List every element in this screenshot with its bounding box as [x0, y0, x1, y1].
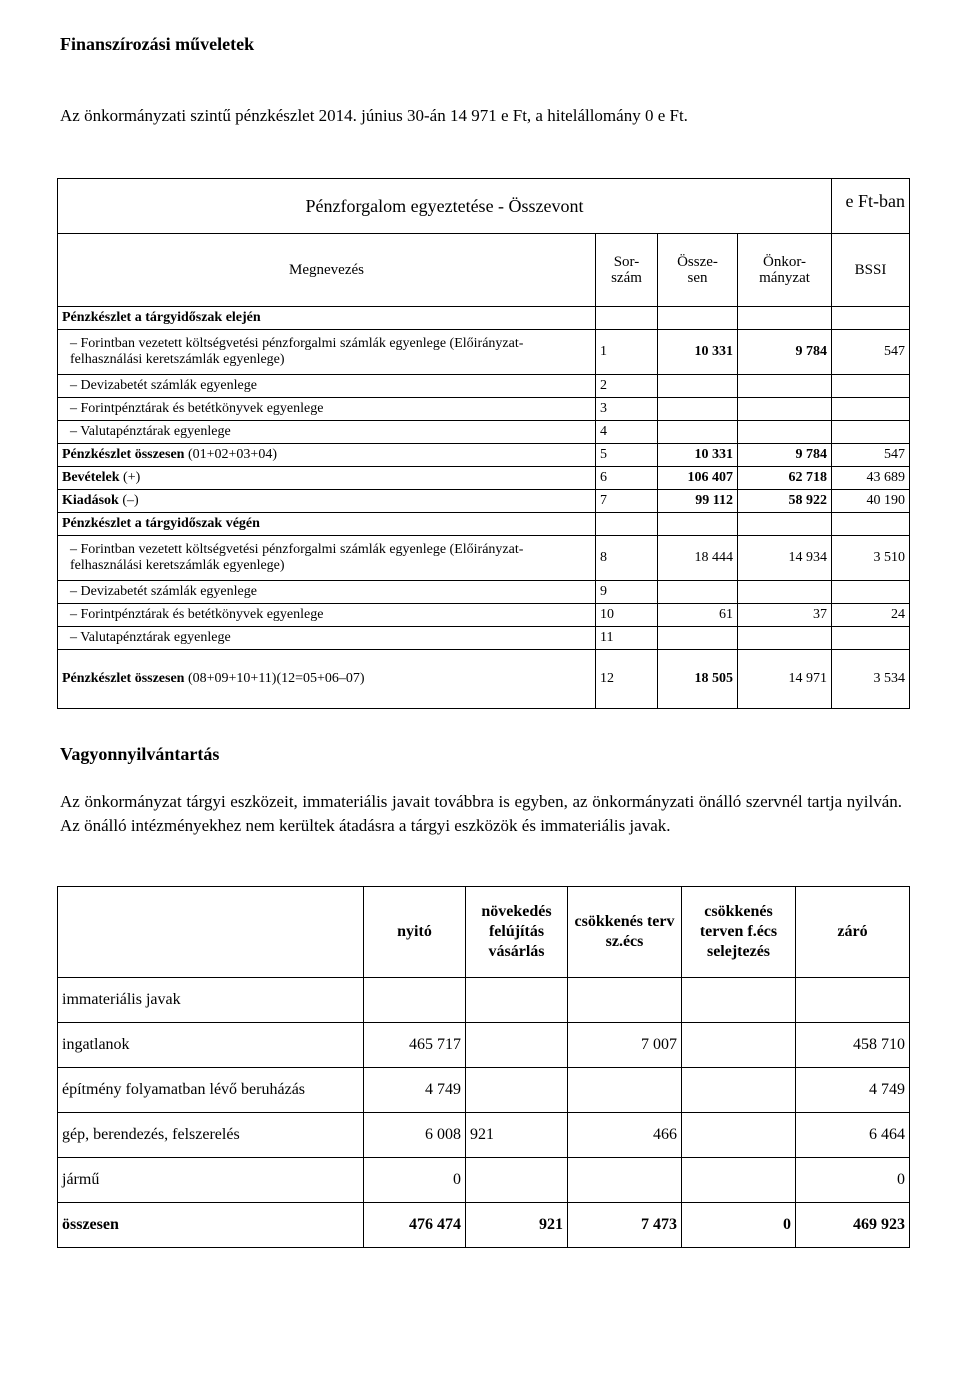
header-bssi: BSSI: [832, 234, 910, 307]
csokkenes-terven-cell: [682, 1023, 796, 1068]
table-row: [58, 604, 910, 627]
row-label: Kiadások (–): [58, 490, 596, 513]
table-row: [58, 536, 910, 581]
onk-cell: 9 784: [738, 330, 832, 375]
onk-cell: 14 934: [738, 536, 832, 581]
onk-cell: 14 971: [738, 650, 832, 709]
sorszam-cell: 8: [596, 536, 658, 581]
bssi-cell: 547: [832, 444, 910, 467]
table-row: [58, 375, 910, 398]
table-row: [58, 490, 910, 513]
header-novekedes: növekedés felújítás vásárlás: [466, 887, 568, 978]
row-label: Pénzkészlet a tárgyidőszak végén: [58, 513, 596, 536]
header-onkormanyzat: Önkor- mányzat: [738, 234, 832, 307]
row-label: Bevételek (+): [58, 467, 596, 490]
table-row-total: [58, 1203, 910, 1248]
table-row: [58, 444, 910, 467]
table-row: [58, 307, 910, 330]
csokkenes-terv-cell: 7 007: [568, 1023, 682, 1068]
row-label: – Forintpénztárak és betétkönyvek egyenlege: [58, 398, 596, 421]
table-row: [58, 581, 910, 604]
osszesen-cell: 106 407: [658, 467, 738, 490]
zaro-cell: 6 464: [796, 1113, 910, 1158]
sorszam-cell: 3: [596, 398, 658, 421]
header-nyito: nyitó: [364, 887, 466, 978]
asset-label: összesen: [58, 1203, 364, 1248]
novekedes-cell: [466, 1068, 568, 1113]
table-row: [58, 627, 910, 650]
zaro-cell: 458 710: [796, 1023, 910, 1068]
onk-cell: [738, 375, 832, 398]
zaro-cell: 0: [796, 1158, 910, 1203]
bssi-cell: 43 689: [832, 467, 910, 490]
bssi-cell: 40 190: [832, 490, 910, 513]
table-row: [58, 978, 910, 1023]
asset-table: [57, 886, 910, 1248]
osszesen-cell: [658, 375, 738, 398]
bssi-cell: 3 534: [832, 650, 910, 709]
row-label: – Valutapénztárak egyenlege: [58, 627, 596, 650]
nyito-cell: 476 474: [364, 1203, 466, 1248]
bssi-cell: [832, 627, 910, 650]
osszesen-cell: [658, 307, 738, 330]
osszesen-cell: 18 505: [658, 650, 738, 709]
sorszam-cell: 7: [596, 490, 658, 513]
asset-label: jármű: [58, 1158, 364, 1203]
nyito-cell: 0: [364, 1158, 466, 1203]
row-label: – Forintban vezetett költségvetési pénzforgalmi számlák egyenlege (Előirányzat-felhasználási keretszámlák egyenlege): [58, 536, 596, 581]
csokkenes-terv-cell: 466: [568, 1113, 682, 1158]
table-row: [58, 330, 910, 375]
osszesen-cell: 61: [658, 604, 738, 627]
table-row: [58, 398, 910, 421]
table-row: [58, 421, 910, 444]
header-csokkenes-terv: csökkenés terv sz.écs: [568, 887, 682, 978]
osszesen-cell: [658, 398, 738, 421]
table-row: [58, 650, 910, 709]
osszesen-cell: [658, 513, 738, 536]
onk-cell: [738, 307, 832, 330]
zaro-cell: 469 923: [796, 1203, 910, 1248]
osszesen-cell: [658, 627, 738, 650]
onk-cell: 9 784: [738, 444, 832, 467]
novekedes-cell: [466, 1023, 568, 1068]
onk-cell: 62 718: [738, 467, 832, 490]
csokkenes-terv-cell: [568, 978, 682, 1023]
table-row: [58, 1068, 910, 1113]
novekedes-cell: [466, 978, 568, 1023]
table-row: [58, 513, 910, 536]
sorszam-cell: 1: [596, 330, 658, 375]
table-row: [58, 1113, 910, 1158]
osszesen-cell: 10 331: [658, 444, 738, 467]
csokkenes-terv-cell: [568, 1068, 682, 1113]
onk-cell: [738, 398, 832, 421]
osszesen-cell: [658, 421, 738, 444]
row-label: – Devizabetét számlák egyenlege: [58, 581, 596, 604]
csokkenes-terven-cell: [682, 1068, 796, 1113]
section-heading-finance: Finanszírozási műveletek: [60, 34, 255, 54]
header-csokkenes-terven: csökkenés terven f.écs selejtezés: [682, 887, 796, 978]
osszesen-cell: [658, 581, 738, 604]
asset-label: immateriális javak: [58, 978, 364, 1023]
header-empty: [58, 887, 364, 978]
row-label: – Forintban vezetett költségvetési pénzforgalmi számlák egyenlege (Előirányzat-felhasználási keretszámlák egyenlege): [58, 330, 596, 375]
sorszam-cell: 4: [596, 421, 658, 444]
asset-label: ingatlanok: [58, 1023, 364, 1068]
row-label: – Valutapénztárak egyenlege: [58, 421, 596, 444]
cashflow-table: [57, 178, 910, 709]
intro-paragraph: Az önkormányzati szintű pénzkészlet 2014. június 30-án 14 971 e Ft, a hitelállomány 0 e Ft.: [60, 106, 688, 125]
row-label: – Forintpénztárak és betétkönyvek egyenlege: [58, 604, 596, 627]
row-label: Pénzkészlet a tárgyidőszak elején: [58, 307, 596, 330]
onk-cell: 58 922: [738, 490, 832, 513]
unit-label: e Ft-ban: [832, 179, 910, 234]
sorszam-cell: [596, 513, 658, 536]
bssi-cell: 547: [832, 330, 910, 375]
nyito-cell: 6 008: [364, 1113, 466, 1158]
sorszam-cell: 11: [596, 627, 658, 650]
csokkenes-terv-cell: [568, 1158, 682, 1203]
onk-cell: [738, 581, 832, 604]
table-row: [58, 1158, 910, 1203]
onk-cell: [738, 627, 832, 650]
sorszam-cell: 10: [596, 604, 658, 627]
novekedes-cell: 921: [466, 1113, 568, 1158]
sorszam-cell: 5: [596, 444, 658, 467]
bssi-cell: [832, 398, 910, 421]
bssi-cell: 24: [832, 604, 910, 627]
asset-label: építmény folyamatban lévő beruházás: [58, 1068, 364, 1113]
csokkenes-terven-cell: [682, 978, 796, 1023]
onk-cell: [738, 421, 832, 444]
csokkenes-terven-cell: [682, 1113, 796, 1158]
sorszam-cell: 9: [596, 581, 658, 604]
asset-label: gép, berendezés, felszerelés: [58, 1113, 364, 1158]
sorszam-cell: 6: [596, 467, 658, 490]
csokkenes-terven-cell: 0: [682, 1203, 796, 1248]
header-osszesen: Össze- sen: [658, 234, 738, 307]
bssi-cell: [832, 513, 910, 536]
bssi-cell: [832, 581, 910, 604]
header-zaro: záró: [796, 887, 910, 978]
header-sorszam: Sor- szám: [596, 234, 658, 307]
assets-paragraph: Az önkormányzat tárgyi eszközeit, immateriális javait továbbra is egyben, az önkormányzati önálló szervnél tartja nyilván. Az önálló intézményekhez nem kerültek átadásra a tárgyi eszközök és immateriális javak.: [60, 792, 902, 835]
sorszam-cell: [596, 307, 658, 330]
zaro-cell: [796, 978, 910, 1023]
sorszam-cell: 2: [596, 375, 658, 398]
row-label: Pénzkészlet összesen (01+02+03+04): [58, 444, 596, 467]
bssi-cell: [832, 375, 910, 398]
header-megnevezes: Megnevezés: [58, 234, 596, 307]
table-row: [58, 467, 910, 490]
nyito-cell: 465 717: [364, 1023, 466, 1068]
onk-cell: [738, 513, 832, 536]
row-label: Pénzkészlet összesen (08+09+10+11)(12=05+06–07): [58, 650, 596, 709]
bssi-cell: [832, 421, 910, 444]
nyito-cell: [364, 978, 466, 1023]
section-heading-assets: Vagyonnyilvántartás: [60, 744, 220, 764]
osszesen-cell: 10 331: [658, 330, 738, 375]
csokkenes-terven-cell: [682, 1158, 796, 1203]
cashflow-table-title: Pénzforgalom egyeztetése - Összevont: [58, 179, 832, 234]
bssi-cell: [832, 307, 910, 330]
novekedes-cell: 921: [466, 1203, 568, 1248]
zaro-cell: 4 749: [796, 1068, 910, 1113]
osszesen-cell: 99 112: [658, 490, 738, 513]
novekedes-cell: [466, 1158, 568, 1203]
bssi-cell: 3 510: [832, 536, 910, 581]
onk-cell: 37: [738, 604, 832, 627]
osszesen-cell: 18 444: [658, 536, 738, 581]
csokkenes-terv-cell: 7 473: [568, 1203, 682, 1248]
table-row: [58, 1023, 910, 1068]
row-label: – Devizabetét számlák egyenlege: [58, 375, 596, 398]
sorszam-cell: 12: [596, 650, 658, 709]
nyito-cell: 4 749: [364, 1068, 466, 1113]
